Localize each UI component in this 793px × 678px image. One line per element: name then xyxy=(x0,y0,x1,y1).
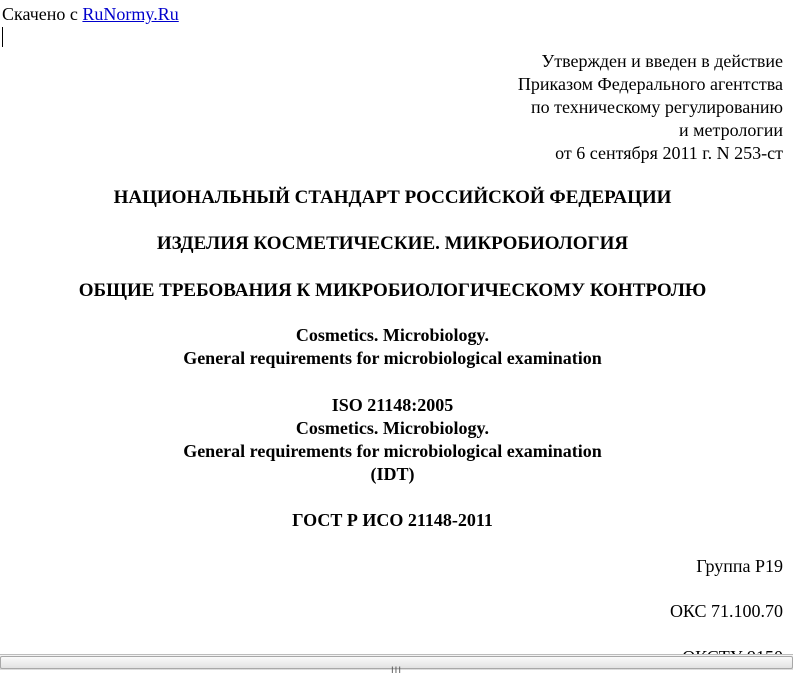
gost-code: ГОСТ Р ИСО 21148-2011 xyxy=(292,510,493,530)
horizontal-scrollbar[interactable] xyxy=(0,654,793,676)
iso-equivalence: (IDT) xyxy=(370,464,415,484)
approval-line: по техническому регулированию xyxy=(530,97,783,117)
approval-line: Приказом Федерального агентства xyxy=(517,74,783,94)
text-caret xyxy=(2,27,3,47)
iso-title-line: Cosmetics. Microbiology. xyxy=(295,418,490,438)
approval-line: от 6 сентября 2011 г. N 253-ст xyxy=(555,143,783,163)
title-en-line: Cosmetics. Microbiology. xyxy=(295,325,490,345)
oks-code: ОКС 71.100.70 xyxy=(669,601,783,621)
iso-block xyxy=(0,394,785,486)
approval-block xyxy=(518,50,783,165)
standard-type-heading: НАЦИОНАЛЬНЫЙ СТАНДАРТ РОССИЙСКОЙ ФЕДЕРАЦИИ xyxy=(113,187,672,208)
approval-line: Утвержден и введен в действие xyxy=(541,51,783,71)
source-prefix: Скачено с xyxy=(2,4,78,24)
scrollbar-grip-icon: III xyxy=(391,666,402,676)
scrollbar-thumb[interactable] xyxy=(0,656,793,676)
iso-number: ISO 21148:2005 xyxy=(331,395,454,415)
iso-title-line: General requirements for microbiological examination xyxy=(183,441,602,461)
title-en-block xyxy=(0,324,785,370)
approval-line: и метрологии xyxy=(679,120,783,140)
group-code: Группа Р19 xyxy=(696,556,783,576)
runormy-link[interactable]: RuNormy.Ru xyxy=(82,4,179,24)
title-ru-line-1: ИЗДЕЛИЯ КОСМЕТИЧЕСКИЕ. МИКРОБИОЛОГИЯ xyxy=(156,233,629,254)
title-ru-line-2: ОБЩИЕ ТРЕБОВАНИЯ К МИКРОБИОЛОГИЧЕСКОМУ КОНТРОЛЮ xyxy=(78,280,707,301)
source-line xyxy=(2,4,179,25)
title-en-line: General requirements for microbiological examination xyxy=(183,348,602,368)
